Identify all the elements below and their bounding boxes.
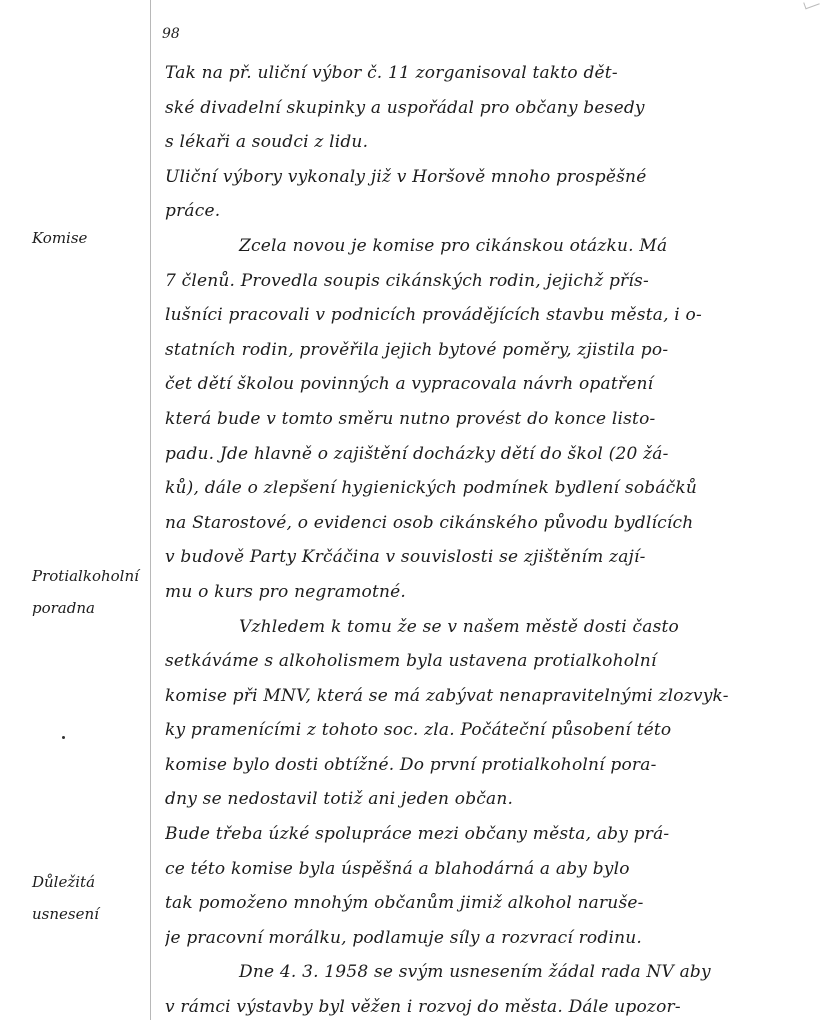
margin-note-dulezita-line-1: Důležitá — [32, 873, 96, 891]
body-text — [165, 56, 815, 1025]
text-line: lušníci pracovali v podnicích provádějících stavbu města, i o- — [165, 305, 702, 326]
corner-pen-mark — [803, 0, 819, 9]
margin-note-komise-text: Komise — [32, 229, 88, 247]
text-line: Zcela novou je komise pro cikánskou otázku. Má — [239, 235, 668, 256]
text-line: komise při MNV, která se má zabývat nenapravitelnými zlozvyk- — [165, 685, 729, 706]
text-line: ce této komise byla úspěšná a blahodárná a aby bylo — [165, 858, 630, 879]
margin-note-dulezita-line-2: usnesení — [32, 905, 99, 923]
margin-note-dulezita-usneseni — [32, 866, 144, 930]
text-line: v rámci výstavby byl věžen i rozvoj do města. Dále upozor- — [165, 997, 681, 1018]
text-line: v budově Party Krčáčina v souvislosti se zjištěním zají- — [165, 547, 646, 568]
text-line: Bude třeba úzké spolupráce mezi občany města, aby prá- — [165, 824, 670, 845]
margin-note-komise — [32, 222, 144, 254]
margin-note-protialkoholni-poradna — [32, 560, 144, 624]
text-line: Tak na př. uliční výbor č. 11 zorganisoval takto dět- — [165, 63, 618, 83]
text-line: komise bylo dosti obtížné. Do první protialkoholní pora- — [165, 754, 657, 775]
text-line: mu o kurs pro negramotné. — [165, 581, 407, 602]
text-line: která bude v tomto směru nutno provést do konce listo- — [165, 408, 656, 429]
text-line: statních rodin, prověřila jejich bytové poměry, zjistila po- — [165, 339, 669, 360]
text-line: je pracovní morálku, podlamuje síly a rozvrací rodinu. — [165, 927, 642, 948]
margin-rule-line — [150, 0, 151, 1020]
text-line: setkáváme s alkoholismem byla ustavena protialkoholní — [165, 651, 657, 672]
text-line: na Starostové, o evidenci osob cikánského původu bydlících — [165, 512, 694, 533]
page-number: 98 — [162, 26, 180, 42]
text-line: dny se nedostavil totiž ani jeden občan. — [165, 789, 514, 810]
text-line: ské divadelní skupinky a uspořádal pro občany besedy — [165, 97, 645, 118]
text-line: 7 členů. Provedla soupis cikánských rodin, jejichž přís- — [165, 270, 649, 291]
text-line: ky pramenícími z tohoto soc. zla. Počáteční působení této — [165, 720, 672, 741]
margin-note-protialkoholni-line-2: poradna — [32, 599, 95, 617]
text-line: čet dětí školou povinných a vypracovala návrh opatření — [165, 374, 654, 395]
text-line: padu. Jde hlavně o zajištění docházky dětí do škol (20 žá- — [165, 443, 669, 464]
margin-note-protialkoholni-line-1: Protialkoholní — [32, 567, 139, 585]
text-line: Dne 4. 3. 1958 se svým usnesením žádal rada NV aby — [239, 962, 711, 983]
text-line: s lékaři a soudci z lidu. — [165, 132, 369, 153]
text-line: ků), dále o zlepšení hygienických podmínek bydlení sobáčků — [165, 478, 698, 499]
text-line: tak pomoženo mnohým občanům jimiž alkohol naruše- — [165, 893, 644, 914]
text-line: Vzhledem k tomu že se v našem městě dosti často — [239, 616, 679, 637]
text-line: práce. — [165, 201, 221, 222]
margin-ink-dot — [62, 736, 65, 739]
text-line: Uliční výbory vykonaly již v Horšově mnoho prospěšné — [165, 166, 647, 187]
